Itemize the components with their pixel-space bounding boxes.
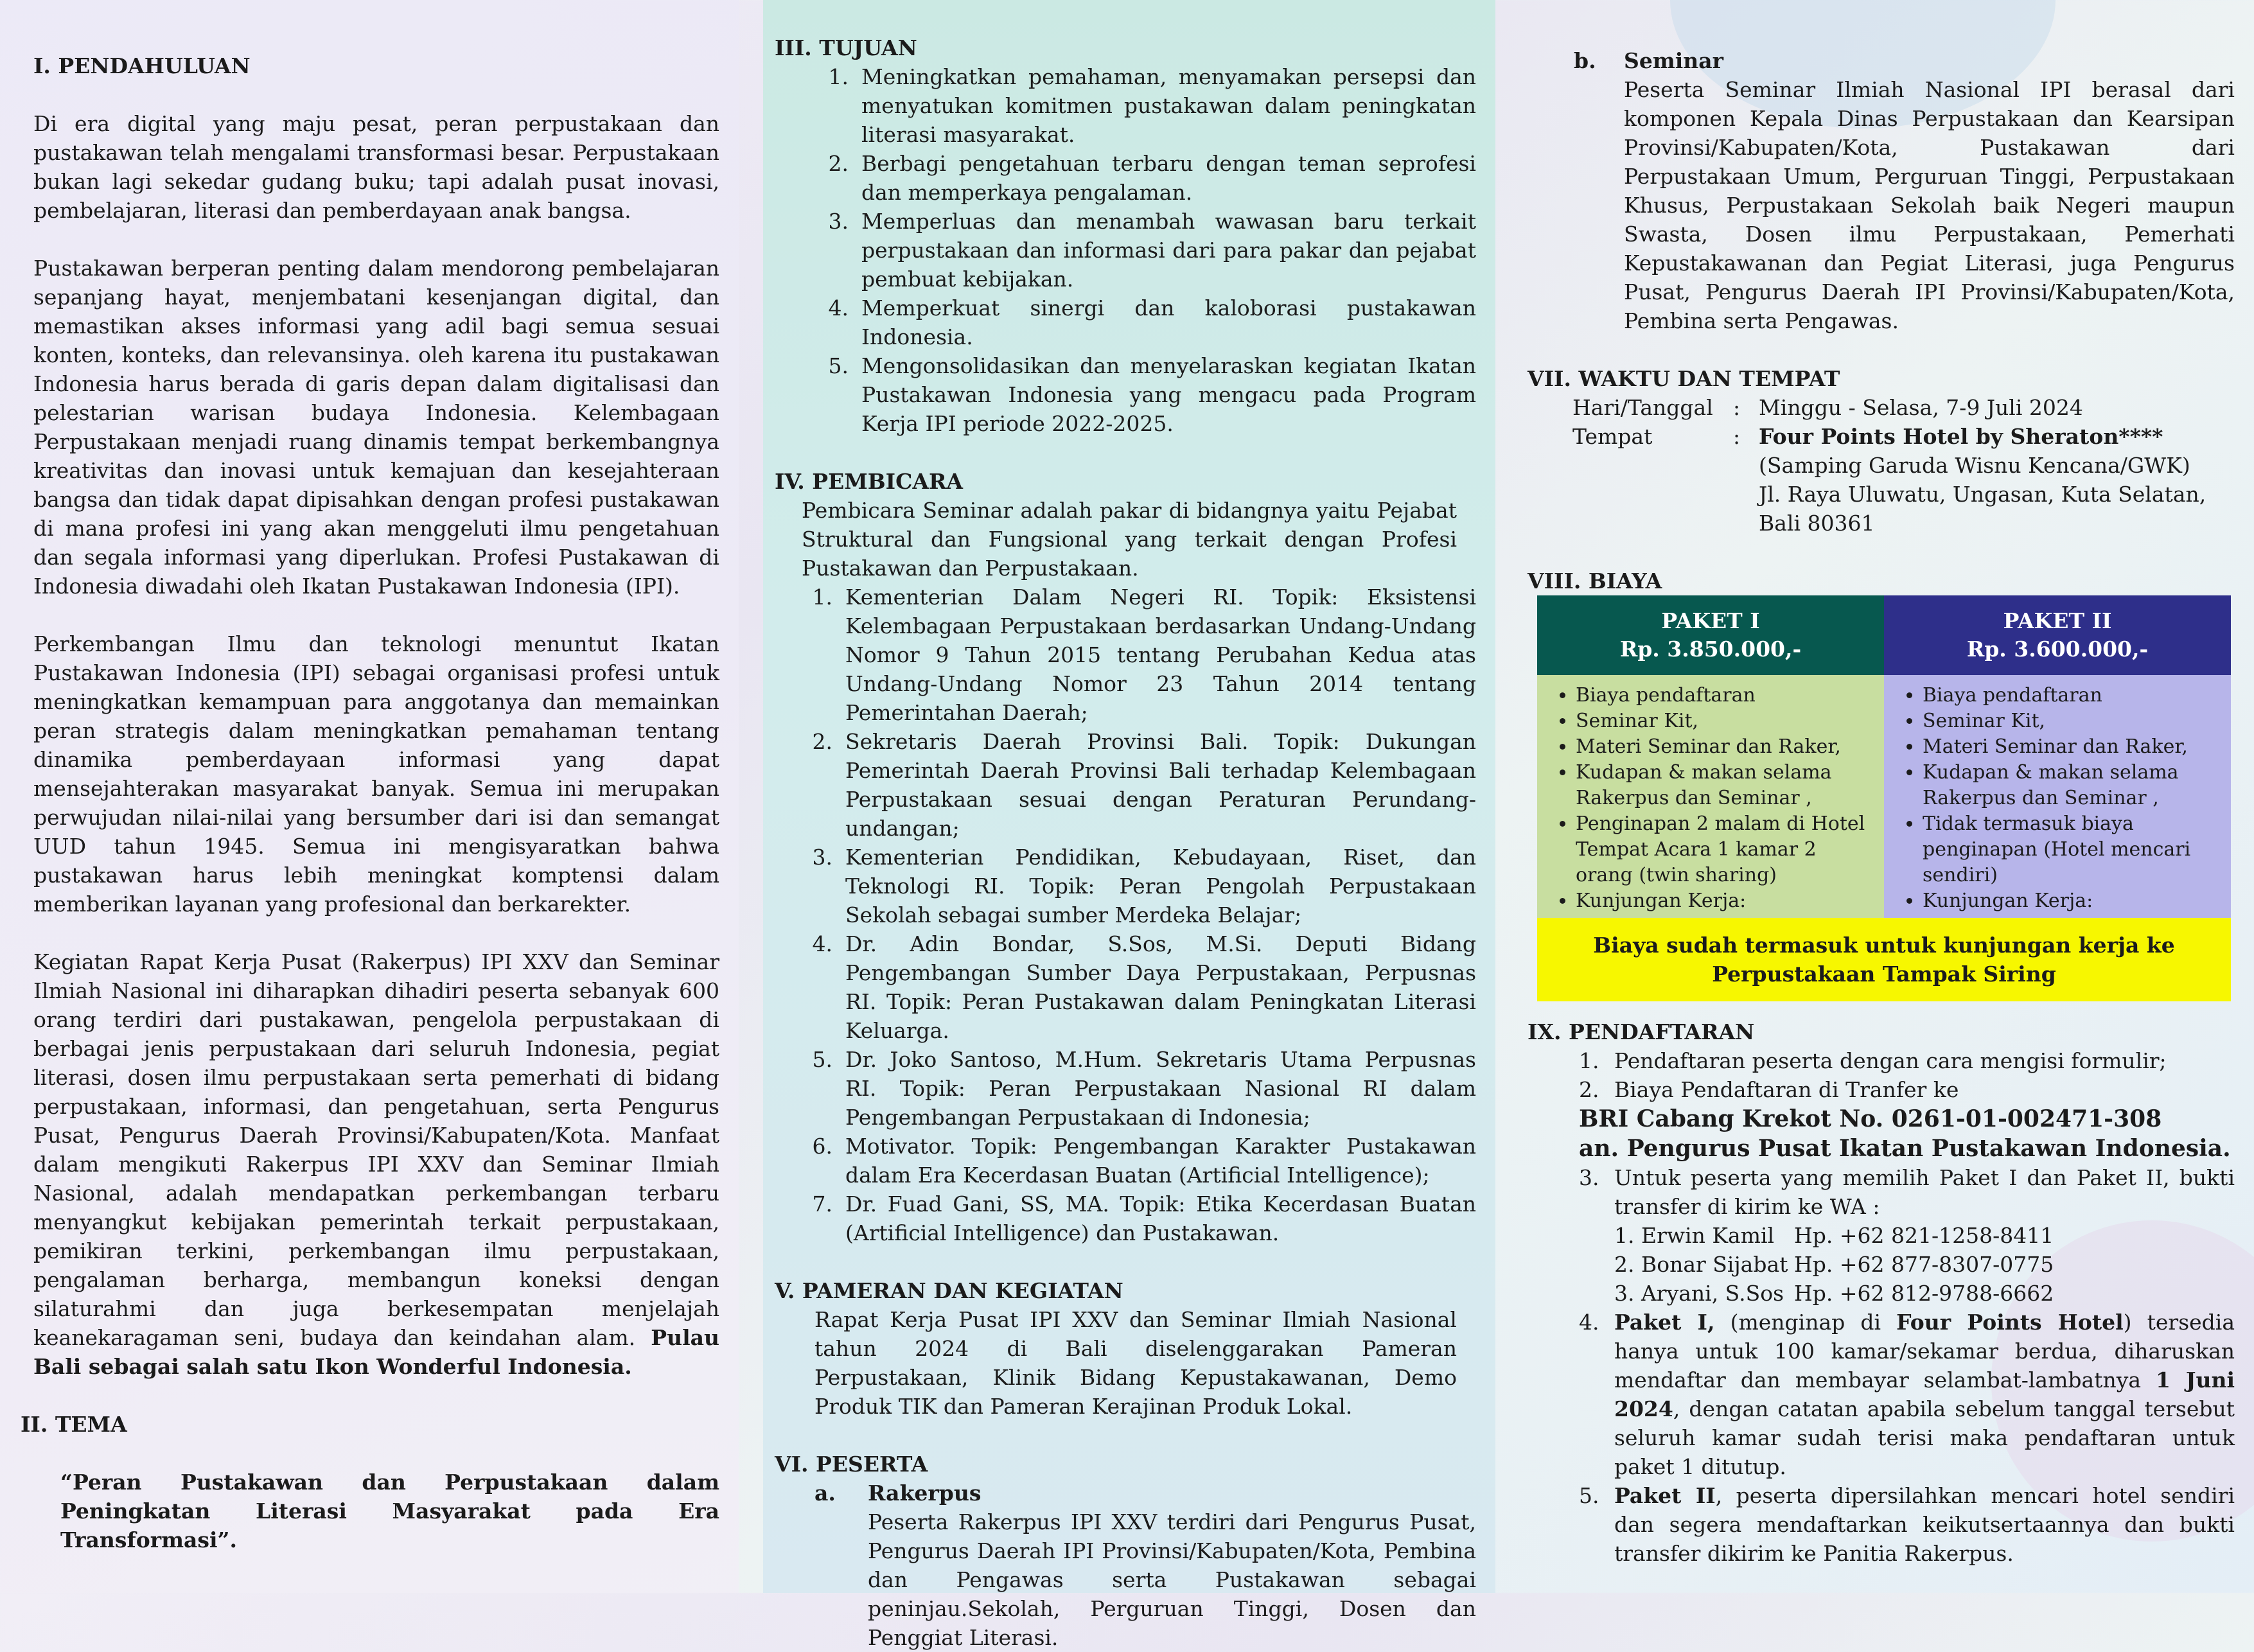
section-heading-peserta: VI. PESERTA [775, 1452, 928, 1477]
list-item [794, 843, 1476, 929]
list-number: 1. [1579, 1048, 1599, 1073]
list-item [794, 1190, 1476, 1247]
pembicara-intro: Pembicara Seminar adalah pakar di bidangnya yaitu Pejabat Struktural dan Fungsional yang terkait dengan Profesi Pustakawan dan Perpustakaan. [802, 498, 1457, 581]
list-text: Dr. Joko Santoso, M.Hum. Sekretaris Utama Perpusnas RI. Topik: Peran Perpustakaan Nasional RI dalam Pengembangan Perpustakaan di Indonesia; [845, 1047, 1476, 1130]
list-text: Pendaftaran peserta dengan cara mengisi formulir; [1614, 1048, 2167, 1073]
colon: : [1733, 424, 1741, 449]
list-item [810, 207, 1476, 294]
list-item: • Kunjungan Kerja: [1923, 888, 2224, 914]
list-number: 2. [812, 729, 832, 754]
tempat-line-2: (Samping Garuda Wisnu Kencana/GWK) [1759, 453, 2190, 478]
list-item [810, 294, 1476, 351]
tempat-line-3: Jl. Raya Uluwatu, Ungasan, Kuta Selatan, [1759, 482, 2206, 507]
list-item [1579, 1046, 2235, 1075]
list-text: Memperluas dan menambah wawasan baru terkait perpustakaan dan informasi dari para pakar dan pejabat pembuat kebijakan. [861, 209, 1476, 292]
list-item [1579, 1308, 2235, 1481]
pameran-text: Rapat Kerja Pusat IPI XXV dan Seminar Ilmiah Nasional tahun 2024 di Bali diselenggarakan Pameran Perpustakaan, Klinik Bidang Kepustakawanan, Demo Produk TIK dan Pameran Kerajinan Produk Lokal. [814, 1307, 1457, 1419]
pendaftaran-list [1528, 1046, 2235, 1568]
list-item [794, 929, 1476, 1045]
list-text: Dr. Fuad Gani, SS, MA. Topik: Etika Kecerdasan Buatan (Artificial Intelligence) dan Pustakawan. [845, 1191, 1476, 1245]
list-number: 5. [1579, 1483, 1599, 1508]
list-number: 1. [828, 64, 849, 89]
section-heading-waktu: VII. WAKTU DAN TEMPAT [1528, 366, 1840, 391]
list-text: Kementerian Dalam Negeri RI. Topik: Eksistensi Kelembagaan Perpustakaan berdasarkan Undang-Undang Nomor 9 Tahun 2015 tentang Perubahan Kedua atas Undang-Undang Nomor 23 Tahun 2014 tentang Pemerintahan Daerah; [845, 584, 1476, 725]
tempat-label: Tempat [1572, 424, 1653, 449]
peserta-a-title: Rakerpus [868, 1481, 982, 1506]
paket-2-list [1890, 683, 2224, 914]
tempat-value [1759, 422, 2206, 538]
column-middle [763, 0, 1495, 1650]
peserta-a-text: Peserta Rakerpus IPI XXV terdiri dari Pengurus Pusat, Pengurus Daerah IPI Provinsi/Kabupaten/Kota, Pembina dan Pengawas serta Pustakawan sebagai peninjau.Sekolah, Perguruan Tinggi, Dosen dan Penggiat Literasi. [868, 1509, 1476, 1650]
list-item: • Kudapan & makan selama Rakerpus dan Seminar , [1576, 760, 1878, 811]
tema-text: “Peran Pustakawan dan Perpustakaan dalam Peningkatan Literasi Masyarakat pada Era Transformasi”. [60, 1470, 719, 1552]
list-number: 7. [812, 1191, 832, 1217]
list-item [1579, 1163, 2235, 1221]
peserta-rakerpus [775, 1479, 1476, 1652]
list-item [1579, 1075, 2235, 1104]
list-text: Meningkatkan pemahaman, menyamakan persepsi dan menyatukan komitmen pustakawan dalam peningkatan literasi masyarakat. [861, 64, 1476, 147]
list-text: Motivator. Topik: Pengembangan Karakter Pustakawan dalam Era Kecerdasan Buatan (Artificial Intelligence); [845, 1134, 1476, 1188]
section-heading-tema: II. TEMA [21, 1412, 127, 1437]
paket-2-body [1884, 675, 2231, 918]
paket-1-price: Rp. 3.850.000,- [1619, 637, 1802, 662]
list-item: • Biaya pendaftaran [1923, 683, 2224, 708]
peserta-a-label: a. [814, 1481, 836, 1506]
list-item: • Kunjungan Kerja: [1576, 888, 1878, 914]
contact-row [1614, 1221, 2054, 1250]
list-item: • Materi Seminar dan Raker, [1576, 734, 1878, 760]
colon: : [1733, 395, 1741, 420]
tujuan-list [775, 62, 1476, 438]
section-heading-pameran: V. PAMERAN DAN KEGIATAN [775, 1278, 1123, 1303]
list-item [810, 62, 1476, 149]
list-text: (menginap di [1714, 1310, 1897, 1335]
section-heading-pembicara: IV. PEMBICARA [775, 469, 963, 494]
section-heading-pendaftaran: IX. PENDAFTARAN [1528, 1019, 1755, 1044]
list-text: , peserta dipersilahkan mencari hotel sendiri dan segera mendaftarkan keikutsertaannya dan bukti transfer dikirim ke Panitia Rakerpus. [1614, 1483, 2235, 1566]
list-number: 2. [1579, 1077, 1599, 1102]
column-right [1522, 0, 2254, 1593]
pendahuluan-paragraph-1: Di era digital yang maju pesat, peran perpustakaan dan pustakawan telah mengalami transformasi besar. Perpustakaan bukan lagi sekedar gudang buku; tapi adalah pusat inovasi, pembelajaran, literasi dan pemberdayaan anak bangsa. [33, 111, 719, 223]
paket-1-header [1537, 595, 1884, 675]
list-number: 5. [812, 1047, 832, 1072]
list-number: 3. [1579, 1165, 1599, 1190]
hari-label: Hari/Tanggal [1572, 395, 1713, 420]
pendahuluan-paragraph-3: Perkembangan Ilmu dan teknologi menuntut Ikatan Pustakawan Indonesia (IPI) sebagai organisasi profesi untuk meningkatkan kemampuan para anggotanya dan memainkan peran strategis dalam meningkatkan pemahaman tentang dinamika pemberdayaan informasi yang dapat mensejahterakan masyarakat banyak. Semua ini merupakan perwujudan nilai-nilai yang bersumber dari isi dan semangat UUD tahun 1945. Semua ini mengisyaratkan bahwa pustakawan harus lebih meningkat komptensi dalam memberikan layanan yang profesional dan berkarekter. [33, 631, 719, 917]
list-number: 4. [812, 931, 832, 956]
paket-1-title: PAKET I [1661, 608, 1760, 633]
list-item: • Seminar Kit, [1923, 708, 2224, 734]
contact-phone: Hp. +62 812-9788-6662 [1794, 1281, 2054, 1306]
peserta-seminar [1528, 46, 2235, 335]
section-heading-biaya: VIII. BIAYA [1528, 568, 1662, 593]
list-text: Memperkuat sinergi dan kaloborasi pustakawan Indonesia. [861, 295, 1476, 349]
contact-row [1614, 1250, 2054, 1279]
list-item [810, 149, 1476, 207]
list-number: 3. [812, 845, 832, 870]
list-text: Biaya Pendaftaran di Tranfer ke [1614, 1077, 1959, 1102]
peserta-b-text: Peserta Seminar Ilmiah Nasional IPI berasal dari komponen Kepala Dinas Perpustakaan dan Kearsipan Provinsi/Kabupaten/Kota, Pustakawan dari Perpustakaan Umum, Perguruan Tinggi, Perpustakaan Khusus, Perpustakaan Sekolah baik Negeri maupun Swasta, Dosen ilmu Perpustakaan, Pemerhati Kepustakawanan dan Pegiat Literasi, juga Pengurus Pusat, Pengurus Daerah IPI Provinsi/Kabupaten/Kota, Pembina serta Pengawas. [1624, 77, 2235, 333]
list-item: • Biaya pendaftaran [1576, 683, 1878, 708]
tempat-line-4: Bali 80361 [1759, 511, 1875, 536]
peserta-b-label: b. [1574, 48, 1596, 73]
paket-1-list [1544, 683, 1878, 914]
list-item: • Kudapan & makan selama Rakerpus dan Seminar , [1923, 760, 2224, 811]
list-number: 3. [828, 209, 849, 234]
contact-name: 3. Aryani, S.Sos [1614, 1281, 1784, 1306]
paket-2-price: Rp. 3.600.000,- [1966, 637, 2149, 662]
paket-1-emphasis: Paket I, [1614, 1310, 1715, 1335]
list-item [794, 583, 1476, 727]
biaya-banner: Biaya sudah termasuk untuk kunjungan kerja ke Perpustakaan Tampak Siring [1537, 918, 2231, 1001]
list-item: • Tidak termasuk biaya penginapan (Hotel mencari sendiri) [1923, 811, 2224, 888]
paket-2-title: PAKET II [2003, 608, 2112, 633]
list-text: Untuk peserta yang memilih Paket I dan Paket II, bukti transfer di kirim ke WA : [1614, 1165, 2235, 1219]
paket-2-emphasis: Paket II [1614, 1483, 1716, 1508]
list-text: Kementerian Pendidikan, Kebudayaan, Riset, dan Teknologi RI. Topik: Peran Pengolah Perpustakaan Sekolah sebagai sumber Merdeka Belajar; [845, 845, 1476, 927]
list-text: Mengonsolidasikan dan menyelaraskan kegiatan Ikatan Pustakawan Indonesia yang mengacu pada Program Kerja IPI periode 2022-2025. [861, 353, 1476, 436]
pendahuluan-paragraph-4-text: Kegiatan Rapat Kerja Pusat (Rakerpus) IPI XXV dan Seminar Ilmiah Nasional ini diharapkan dihadiri peserta sebanyak 600 orang terdiri dari pustakawan, pengelola perpustakaan di berbagai jenis perpustakaan dari seluruh Indonesia, pegiat literasi, dosen ilmu perpustakaan serta pemerhati di bidang perpustakaan, informasi, dan pengetahuan, serta Pengurus Pusat, Pengurus Daerah Provinsi/Kabupaten/Kota. Manfaat dalam mengikuti Rakerpus IPI XXV dan Seminar Ilmiah Nasional, adalah mendapatkan perkembangan terbaru menyangkut kebijakan pemerintah terkait perpustakaan, pemikiran terkini, perkembangan ilmu perpustakaan, pengalaman berharga, membangun koneksi dengan silaturahmi dan juga berkesempatan menjelajah keanekaragaman seni, budaya dan keindahan alam. [33, 949, 719, 1350]
deadline-emphasis: 1 Juni 2024 [1614, 1367, 2235, 1421]
list-item [794, 1132, 1476, 1190]
pendahuluan-paragraph-2: Pustakawan berperan penting dalam mendorong pembelajaran sepanjang hayat, menjembatani kesenjangan digital, dan memastikan akses informasi yang adil bagi semua sesuai konten, konteks, dan relevansinya. oleh karena itu pustakawan Indonesia harus berada di garis depan dalam digitalisasi dan pelestarian warisan budaya Indonesia. Kelembagaan Perpustakaan menjadi ruang dinamis tempat berkembangnya kreativitas dan inovasi untuk kemajuan dan kesejahteraan bangsa dan tidak dapat dipisahkan dengan profesi pustakawan di mana profesi ini yang akan menggeluti ilmu pengetahuan dan segala informasi yang diperlukan. Profesi Pustakawan di Indonesia diwadahi oleh Ikatan Pustakawan Indonesia (IPI). [33, 256, 719, 599]
list-text: Dr. Adin Bondar, S.Sos, M.Si. Deputi Bidang Pengembangan Sumber Daya Perpustakaan, Perpusnas RI. Topik: Peran Pustakawan dalam Peningkatan Literasi Keluarga. [845, 931, 1476, 1043]
list-item: • Seminar Kit, [1576, 708, 1878, 734]
contact-name: 2. Bonar Sijabat [1614, 1252, 1788, 1277]
hotel-emphasis: Four Points Hotel [1896, 1310, 2124, 1335]
pendahuluan-paragraph-4-bold: Pulau Bali sebagai salah satu Ikon Wonderful Indonesia. [33, 1325, 719, 1379]
paket-2-header [1884, 595, 2231, 675]
list-text: ) tersedia hanya untuk 100 kamar/sekamar berdua, diharuskan mendaftar dan membayar selambat-lambatnya [1614, 1310, 2235, 1393]
paket-1-body [1537, 675, 1884, 918]
list-item: • Penginapan 2 malam di Hotel Tempat Acara 1 kamar 2 orang (twin sharing) [1576, 811, 1878, 888]
bank-account: BRI Cabang Krekot No. 0261-01-002471-308 [1579, 1105, 2162, 1132]
list-text: , dengan catatan apabila sebelum tanggal tersebut seluruh kamar sudah terisi maka pendaftaran untuk paket 1 ditutup. [1614, 1396, 2235, 1479]
list-number: 5. [828, 353, 849, 378]
list-text: Berbagi pengetahuan terbaru dengan teman seprofesi dan memperkaya pengalaman. [861, 151, 1476, 205]
list-number: 6. [812, 1134, 832, 1159]
peserta-b-title: Seminar [1624, 48, 1724, 73]
list-item [794, 1045, 1476, 1132]
pembicara-list [775, 583, 1476, 1247]
contact-phone: Hp. +62 821-1258-8411 [1794, 1223, 2054, 1248]
list-number: 2. [828, 151, 849, 176]
bank-account-name: an. Pengurus Pusat Ikatan Pustakawan Indonesia. [1579, 1135, 2231, 1162]
waktu-table [1572, 393, 2206, 538]
biaya-table [1537, 595, 2231, 918]
contact-row [1614, 1279, 2054, 1308]
list-item: • Materi Seminar dan Raker, [1923, 734, 2224, 760]
section-heading-pendahuluan: I. PENDAHULUAN [33, 53, 251, 78]
list-item [1579, 1481, 2235, 1568]
list-text: Sekretaris Daerah Provinsi Bali. Topik: Dukungan Pemerintah Daerah Provinsi Bali terhadap Kelembagaan Perpustakaan sesuai dengan Peraturan Perundang-undangan; [845, 729, 1476, 841]
contacts-table [1614, 1221, 2054, 1308]
contact-phone: Hp. +62 877-8307-0775 [1794, 1252, 2054, 1277]
tempat-name: Four Points Hotel by Sheraton**** [1759, 424, 2163, 449]
column-left [0, 0, 739, 1593]
hari-value: Minggu - Selasa, 7-9 Juli 2024 [1759, 395, 2083, 420]
list-number: 1. [812, 584, 832, 610]
list-item [810, 351, 1476, 438]
section-heading-tujuan: III. TUJUAN [775, 35, 917, 60]
pendahuluan-paragraph-4 [33, 947, 719, 1381]
list-number: 4. [828, 295, 849, 321]
list-item [794, 727, 1476, 843]
list-number: 4. [1579, 1310, 1599, 1335]
contact-name: 1. Erwin Kamil [1614, 1223, 1775, 1248]
